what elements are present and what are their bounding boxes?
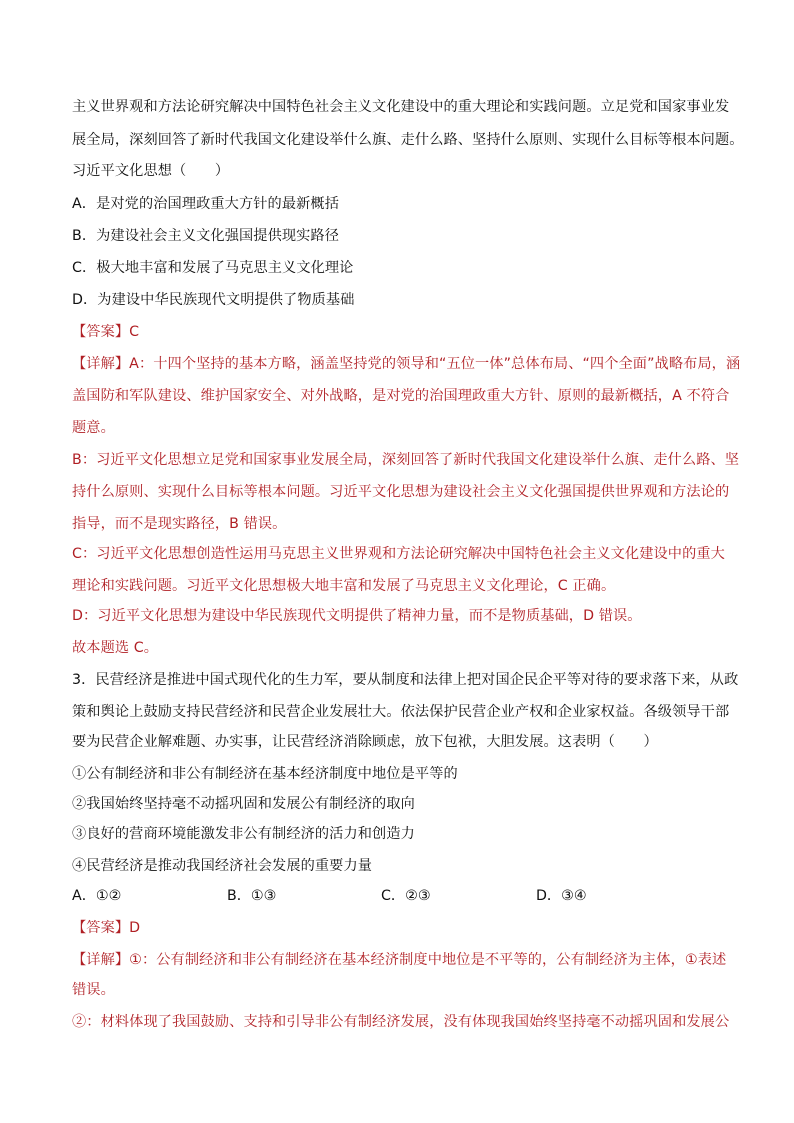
q2-analysis-line: 理论和实践问题。习近平文化思想极大地丰富和发展了马克思主义文化理论，C 正确。	[72, 578, 616, 594]
q3-analysis-line: 错误。	[72, 982, 115, 998]
q2-analysis-line: 盖国防和军队建设、维护国家安全、对外战略，是对党的治国理政重大方针、原则的最新概括，A 不符合	[72, 388, 730, 404]
q2-option-a: A．是对党的治国理政重大方针的最新概括	[72, 196, 339, 212]
q3-stem-line: 策和舆论上鼓励支持民营经济和民营企业发展壮大。依法保护民营企业产权和企业家权益。各级领导干部	[72, 704, 730, 720]
q3-option-c: C．②③	[381, 888, 431, 904]
q2-analysis-line: 【详解】A：十四个坚持的基本方略，涵盖坚持党的领导和“五位一体”总体布局、“四个全面”战略布局，涵	[72, 356, 741, 372]
q2-option-c: C．极大地丰富和发展了马克思主义文化理论	[72, 260, 354, 276]
q3-option-d: D．③④	[536, 888, 587, 904]
q2-analysis-line: 题意。	[72, 420, 115, 436]
q2-stem-line: 习近平文化思想（ ）	[72, 163, 230, 179]
q2-analysis-line: B：习近平文化思想立足党和国家事业发展全局，深刻回答了新时代我国文化建设举什么旗、走什么路、坚	[72, 452, 740, 468]
q2-option-b: B．为建设社会主义文化强国提供现实路径	[72, 228, 340, 244]
q2-analysis-line: 指导，而不是现实路径，B 错误。	[72, 516, 287, 532]
q2-analysis-line: C：习近平文化思想创造性运用马克思主义世界观和方法论研究解决中国特色社会主义文化建设中的重大	[72, 546, 725, 562]
q3-option-b: B．①③	[227, 888, 277, 904]
q2-analysis-line: D：习近平文化思想为建设中华民族现代文明提供了精神力量，而不是物质基础，D 错误。	[72, 608, 642, 624]
q3-analysis-line: 【详解】①：公有制经济和非公有制经济在基本经济制度中地位是不平等的，公有制经济为主体，①表述	[72, 952, 727, 968]
q2-analysis-conclusion: 故本题选 C。	[72, 640, 159, 656]
q3-statement-4: ④民营经济是推动我国经济社会发展的重要力量	[72, 858, 373, 874]
q3-statement-3: ③良好的营商环境能激发非公有制经济的活力和创造力	[72, 826, 415, 842]
q3-answer: 【答案】D	[72, 920, 141, 936]
q3-stem-line: 要为民营企业解难题、办实事，让民营经济消除顾虑，放下包袱，大胆发展。这表明（ ）	[72, 734, 658, 750]
q3-stem-line: 3．民营经济是推进中国式现代化的生力军，要从制度和法律上把对国企民企平等对待的要求落下来，从政	[72, 672, 739, 688]
q2-option-d: D．为建设中华民族现代文明提供了物质基础	[72, 292, 355, 308]
q3-options-row	[72, 885, 724, 907]
q3-statement-2: ②我国始终坚持毫不动摇巩固和发展公有制经济的取向	[72, 796, 415, 812]
q3-statement-1: ①公有制经济和非公有制经济在基本经济制度中地位是平等的	[72, 766, 458, 782]
q3-option-a: A．①②	[72, 888, 122, 904]
q2-answer: 【答案】C	[72, 324, 140, 340]
q2-stem-line: 展全局，深刻回答了新时代我国文化建设举什么旗、走什么路、坚持什么原则、实现什么目标等根本问题。	[72, 132, 744, 148]
q3-analysis-line: ②：材料体现了我国鼓励、支持和引导非公有制经济发展，没有体现我国始终坚持毫不动摇巩固和发展公	[72, 1014, 730, 1030]
q2-analysis-line: 持什么原则、实现什么目标等根本问题。习近平文化思想为建设社会主义文化强国提供世界观和方法论的	[72, 484, 730, 500]
q2-stem-line: 主义世界观和方法论研究解决中国特色社会主义文化建设中的重大理论和实践问题。立足党和国家事业发	[72, 99, 730, 115]
